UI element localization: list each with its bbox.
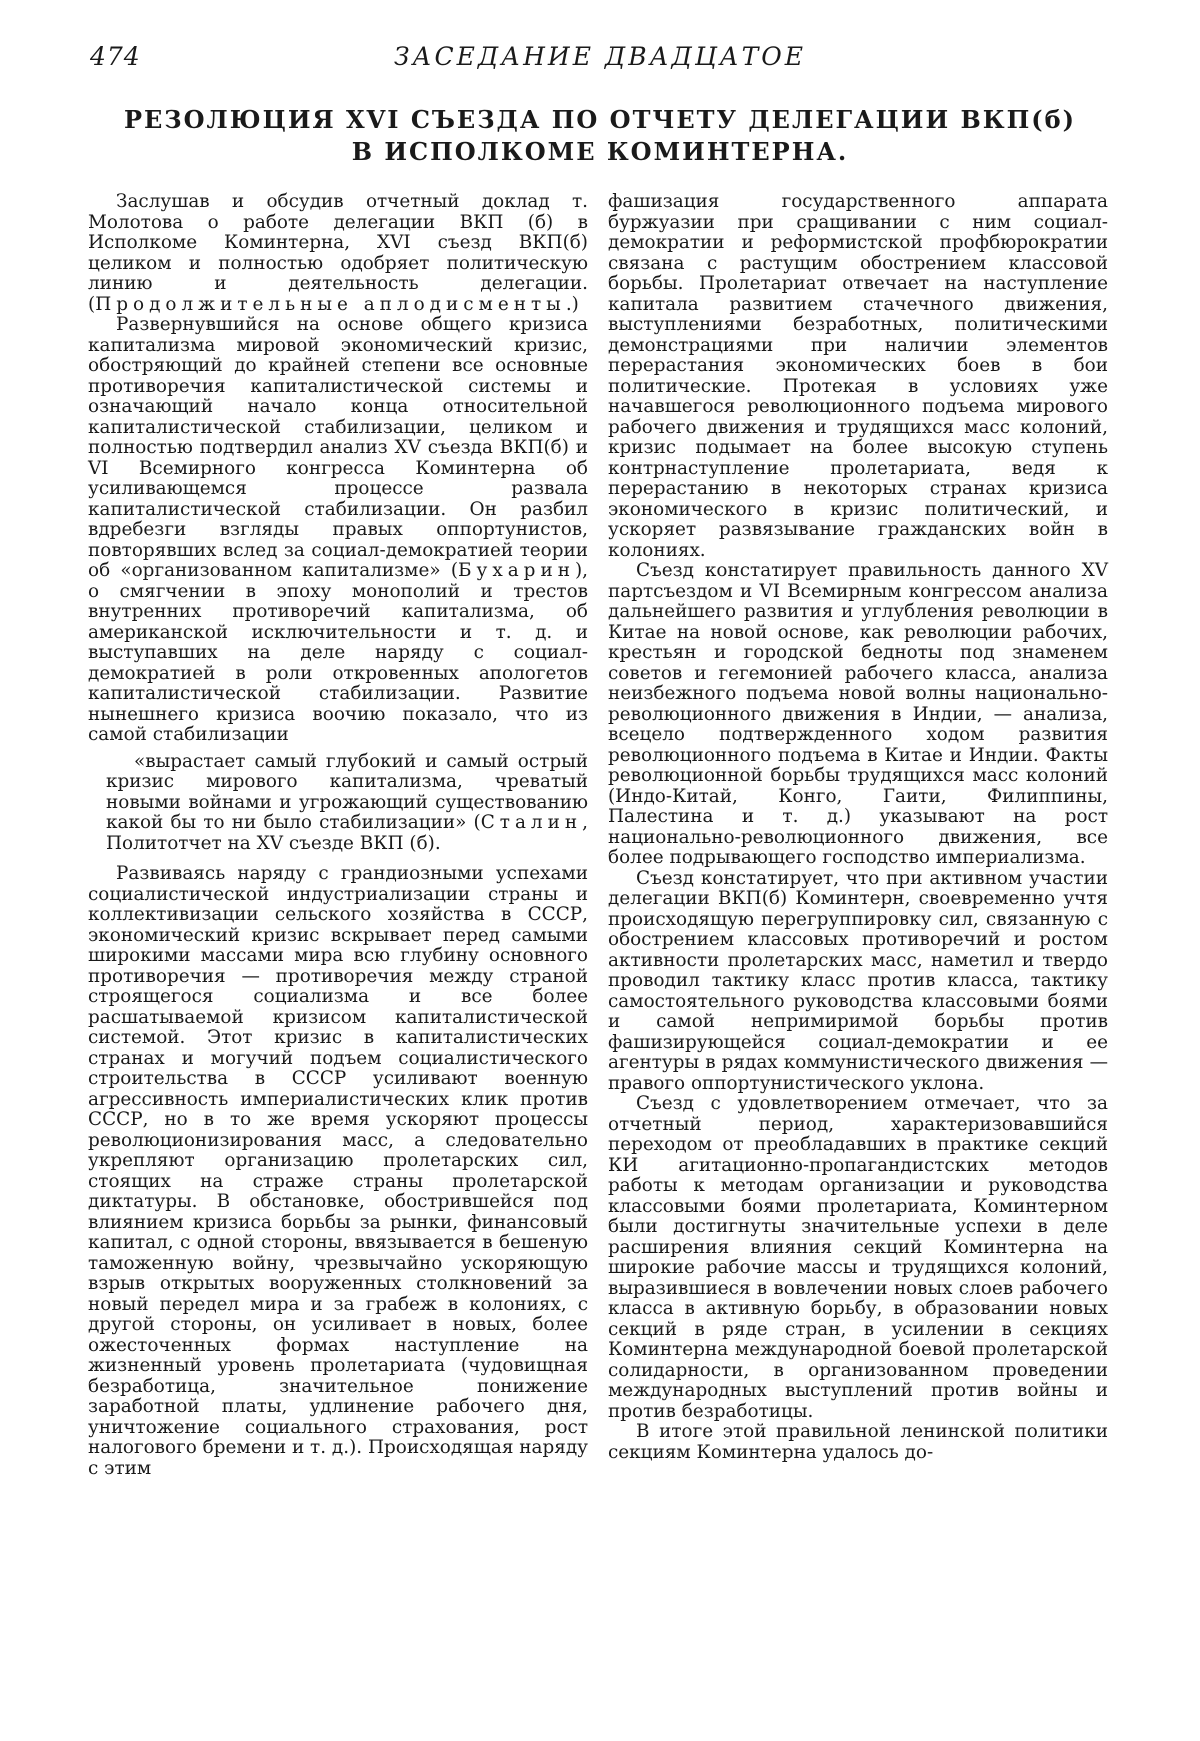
paragraph-successes: Съезд с удовлетворением отмечает, что за отчетный период, характеризовавшийся переходом от преобладавших в практике секций КИ агитационно-пропагандистских методов работы к методам организации и руководства классовыми боями пролетариата, Коминтерном были достигнуты значительные успехи в деле расширения влияния секций Коминтерна на широкие рабочие массы и трудящихся колоний, выразившиеся в вовлечении новых слоев рабочего класса в активную борьбу, в образовании новых секций в ряде стран, в усилении в секциях Коминтерна международной боевой пролетарской солидарности, в организованном проведении международных выступлений против войны и против безработицы. [608,1094,1108,1422]
left-column [88,192,588,1479]
paragraph-ussr-development: Развиваясь наряду с грандиозными успехами социалистической индустриализации страны и коллективизации сельского хозяйства в СССР, экономический кризис вскрывает перед самыми широкими массами мира всю глубину основного противоречия — противоречия между страной строящегося социализма и все более расшатываемой кризисом капиталистической системой. Этот кризис в капиталистических странах и могучий подъем социалистического строительства в СССР усиливают военную агрессивность империалистических клик против СССР, но в то же время ускоряют процессы революционизирования масс, а следовательно укрепляют организацию пролетарских сил, стоящих на страже страны пролетарской диктатуры. В обстановке, обострившейся под влиянием кризиса борьбы за рынки, финансовый капитал, с одной стороны, ввязывается в бешеную таможенную войну, чрезвычайно ускоряющую взрыв открытых вооруженных столкновений за новый передел мира и за грабеж в колониях, с другой стороны, он усиливает в новых, более ожесточенных формах наступление на жизненный уровень пролетариата (чудовищная безработица, значительное понижение заработной платы, удлинение рабочего дня, уничтожение социального страхования, рост налогового бремени и т. д.). Происходящая наряду с этим [88,864,588,1479]
session-title: ЗАСЕДАНИЕ ДВАДЦАТОЕ [90,42,1110,71]
paragraph-china-india: Съезд констатирует правильность данного XV партсъездом и VI Всемирным конгрессом анализа дальнейшего развития и углубления революции в Китае на новой основе, как революции рабочих, крестьян и городской бедноты под знаменем советов и гегемонией рабочего класса, анализа неизбежного подъема новой волны национально-революционного движения в Индии, — анализа, всецело подтвержденного ходом развития революционного подъема в Китае и Индии. Факты революционной борьбы трудящихся масс колоний (Индо-Китай, Конго, Гаити, Филиппины, Палестина и т. д.) указывают на рост национально-революционного движения, все более подрывающего господство империализма. [608,561,1108,869]
resolution-title-line-2: В ИСПОЛКОМЕ КОМИНТЕРНА. [90,136,1110,168]
paragraph-approval: Заслушав и обсудив отчетный доклад т. Молотова о работе делегации ВКП (б) в Исполкоме Коминтерна, XVI съезд ВКП(б) целиком и полностью одобряет политическую линию и деятельность делегации. (Продолжительные аплодисменты.) [88,192,588,315]
right-column [608,192,1108,1463]
paragraph-crisis: Развернувшийся на основе общего кризиса капитализма мировой экономический кризис, обостряющий до крайней степени все основные противоречия капиталистической системы и означающий начало конца относительной капиталистической стабилизации, целиком и полностью подтвердил анализ XV съезда ВКП(б) и VI Всемирного конгресса Коминтерна об усиливающемся процессе развала капиталистической стабилизации. Он разбил вдребезги взгляды правых оппортунистов, повторявших вслед за социал-демократией теории об «организованном капитализме» (Бухарин), о смягчении в эпоху монополий и трестов внутренних противоречий капитализма, об американской исключительности и т. д. и выступавших на деле наряду с социал-демократией в роли откровенных апологетов капиталистической стабилизации. Развитие нынешнего кризиса воочию показало, что из самой стабилизации [88,315,588,746]
document-page [0,0,1200,1741]
page-number: 474 [90,42,141,71]
applause-note: Продолжительные аплодисменты [95,294,566,315]
paragraph-tactics: Съезд констатирует, что при активном участии делегации ВКП(б) Коминтерн, своевременно учтя происходящую перегруппировку сил, связанную с обострением классовых противоречий и ростом активности пролетарских масс, наметил и твердо проводил тактику класс против класса, тактику самостоятельного руководства классовыми боями и самой непримиримой борьбы против фашизирующейся социал-демократии и ее агентуры в рядах коммунистического движения — правого оппортунистического уклона. [608,869,1108,1095]
paragraph-conclusion: В итоге этой правильной ленинской политики секциям Коминтерна удалось до- [608,1422,1108,1463]
bukharin-name: Бухарин [458,560,575,581]
resolution-title-line-1: РЕЗОЛЮЦИЯ XVI СЪЕЗДА ПО ОТЧЕТУ ДЕЛЕГАЦИИ ВКП(б) [90,104,1110,136]
paragraph-fascisation: фашизация государственного аппарата буржуазии при сращивании с ним социал-демократии и реформистской профбюрократии связана с растущим обострением классовой борьбы. Пролетариат отвечает на наступление капитала развитием стачечного движения, выступлениями безработных, политическими демонстрациями при наличии элементов перерастания экономических боев в бои политические. Протекая в условиях уже начавшегося революционного подъема мирового рабочего движения и трудящихся масс колоний, кризис подымает на более высокую ступень контрнаступление пролетариата, ведя к перерастанию в некоторых странах кризиса экономического в кризис политический, и ускоряет развязывание гражданских войн в колониях. [608,192,1108,561]
stalin-name: Сталин [481,812,582,833]
stalin-quote: «вырастает самый глубокий и самый острый кризис мирового капитализма, чреватый новыми войнами и угрожающий существованию какой бы то ни было стабилизации» (Сталин, Политотчет на XV съезде ВКП (б). [106,752,588,855]
running-head [90,42,1110,78]
resolution-title [90,104,1110,168]
